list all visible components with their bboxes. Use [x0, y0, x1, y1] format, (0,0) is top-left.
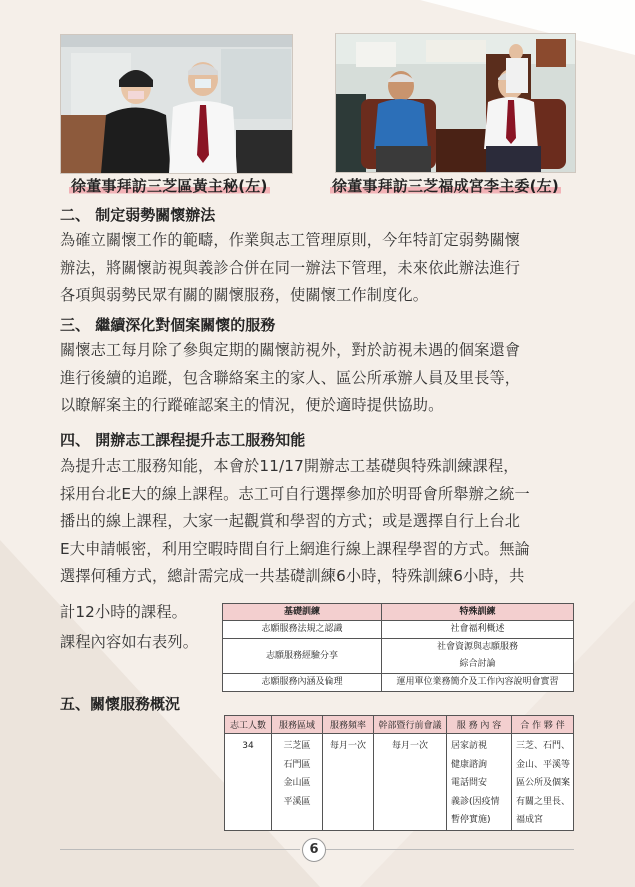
section-2-body	[60, 227, 580, 310]
section-4-line: 為提升志工服務知能，本會於11/17開辦志工基礎與特殊訓練課程，	[60, 457, 519, 475]
section-4-line: 採用台北E大的線上課程。志工可自行選擇參加於明哥會所舉辦之統一	[60, 484, 530, 503]
training-table-header	[223, 604, 574, 621]
page-rule-right	[326, 849, 574, 850]
section-4-line: 選擇何種方式，總計需完成一共基礎訓練6小時，特殊訓練6小時，共	[60, 567, 525, 585]
page-number: 6	[302, 838, 326, 862]
table-row	[223, 674, 574, 692]
partner: 三芝、石門、	[516, 741, 571, 751]
service-header: 志工人數	[225, 716, 272, 734]
training-header-special: 特殊訓練	[382, 604, 574, 621]
partners-cell	[512, 734, 574, 831]
service-content: 電話問安	[451, 778, 488, 788]
section-4-heading: 四、 開辦志工課程提升志工服務知能	[60, 431, 306, 449]
partner: 福成宮	[516, 815, 544, 825]
section-4-line: 播出的線上課程，大家一起觀賞和學習的方式；或是選擇自行上台北	[60, 512, 521, 530]
photo-left	[60, 34, 293, 174]
service-area: 石門區	[283, 759, 311, 770]
section-3-line: 關懷志工每月除了參與定期的關懷訪視外，對於訪視未遇的個案還會	[60, 341, 521, 359]
page-rule-left	[60, 849, 300, 850]
service-content: 義診(因疫情	[451, 796, 500, 807]
section-3-line: 進行後續的追蹤，包含聯絡案主的家人、區公所承辦人員及里長等，	[60, 368, 521, 387]
table-row	[223, 621, 574, 639]
partner: 區公所及個案	[516, 778, 571, 788]
service-table-header	[225, 716, 574, 734]
section-3-body	[60, 337, 580, 420]
service-header: 幹部暨行前會議	[374, 716, 447, 734]
section-2-line: 辦法，將關懷訪視與義診合併在同一辦法下管理，未來依此辦法進行	[60, 258, 521, 277]
volunteer-count-cell	[225, 734, 272, 831]
service-header: 服 務 內 容	[447, 716, 512, 734]
service-content-cell	[447, 734, 512, 831]
table-row	[225, 734, 574, 831]
training-header-basic: 基礎訓練	[223, 604, 382, 621]
service-header: 服務區域	[272, 716, 323, 734]
service-content: 暫停實施)	[451, 815, 491, 825]
section-4-line: E大申請帳密，利用空暇時間自行上網進行線上課程學習的方式。無論	[60, 539, 530, 558]
section-4-side-text	[60, 597, 230, 657]
training-cell: 志願服務經驗分享	[223, 639, 382, 674]
service-frequency-cell	[323, 734, 374, 831]
service-header: 合 作 夥 伴	[512, 716, 574, 734]
section-4-side-line: 計12小時的課程。	[60, 603, 187, 621]
training-cell: 志願服務法規之認識	[223, 621, 382, 639]
meeting-frequency-cell	[374, 734, 447, 831]
training-cell-multiline: 社會資源與志願服務 綜合討論	[382, 639, 574, 674]
section-4-body	[60, 453, 580, 591]
service-area: 三芝區	[283, 741, 311, 751]
photo-right	[335, 33, 576, 173]
training-table	[222, 603, 574, 692]
service-area: 平溪區	[283, 796, 311, 807]
section-4-side-line: 課程內容如右表列。	[60, 633, 199, 651]
caption-right	[330, 175, 561, 196]
meeting-frequency: 每月一次	[391, 741, 428, 751]
section-5-heading: 五、關懷服務概況	[60, 695, 181, 713]
service-area-cell	[272, 734, 323, 831]
service-table	[224, 715, 574, 831]
volunteer-count: 34	[242, 741, 254, 751]
service-content: 居家訪視	[451, 741, 488, 751]
section-3-heading: 三、 繼續深化對個案關懷的服務	[60, 316, 276, 334]
caption-left-text: 徐董事拜訪三芝區黃主秘(左)	[71, 177, 268, 195]
section-2-heading: 二、 制定弱勢關懷辦法	[60, 206, 216, 224]
caption-right-text: 徐董事拜訪三芝福成宮李主委(左)	[332, 177, 559, 195]
training-cell: 運用單位業務簡介及工作內容說明會實習	[382, 674, 574, 692]
caption-left	[69, 175, 270, 196]
service-header: 服務頻率	[323, 716, 374, 734]
section-3-line: 以瞭解案主的行蹤確認案主的情況，便於適時提供協助。	[60, 396, 444, 414]
service-frequency: 每月一次	[329, 741, 366, 751]
training-cell: 社會福利概述	[382, 621, 574, 639]
service-content: 健康諮詢	[451, 759, 488, 770]
partner: 金山、平溪等	[516, 759, 571, 770]
section-2-line: 為確立關懷工作的範疇，作業與志工管理原則，今年特訂定弱勢關懷	[60, 231, 521, 249]
table-row	[223, 639, 574, 674]
section-2-line: 各項與弱勢民眾有關的關懷服務，使關懷工作制度化。	[60, 286, 429, 304]
partner: 有關之里長、	[516, 796, 571, 807]
training-cell: 志願服務內涵及倫理	[223, 674, 382, 692]
service-area: 金山區	[283, 778, 311, 788]
